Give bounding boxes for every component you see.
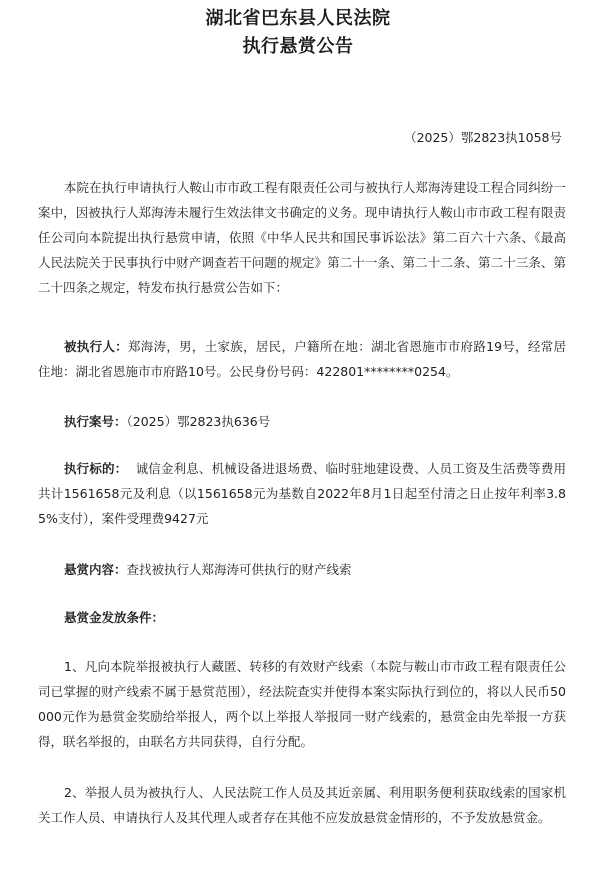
announcement-title: 执行悬赏公告 — [242, 36, 354, 57]
execution-target-paragraph — [38, 456, 566, 531]
execution-case-paragraph — [38, 409, 566, 434]
intro-paragraph: 本院在执行申请执行人鞍山市市政工程有限责任公司与被执行人郑海涛建设工程合同纠纷一案中，因被执行人郑海涛未履行生效法律文书确定的义务。现申请执行人鞍山市市政工程有限责任公司向本院提出执行悬赏申请，依照《中华人民共和国民事诉讼法》第二百六十六条、《最高人民法院关于民事执行中财产调查若干问题的规定》第二十一条、第二十二条、第二十三条、第二十四条之规定，特发布执行悬赏公告如下： — [38, 180, 566, 295]
condition-item: 1、凡向本院举报被执行人藏匿、转移的有效财产线索（本院与鞍山市市政工程有限责任公司已掌握的财产线索不属于悬赏范围），经法院查实并使得本案实际执行到位的，将以人民币50000元作为悬赏金奖励给举报人，两个以上举报人举报同一财产线索的，悬赏金由先举报一方获得，联名举报的，由联名方共同获得，自行分配。 — [38, 659, 566, 749]
execution-target-label: 执行标的： — [64, 461, 128, 476]
court-name: 湖北省巴东县人民法院 — [205, 8, 391, 29]
condition-item: 2、举报人员为被执行人、人民法院工作人员及其近亲属、利用职务便利获取线索的国家机关工作人员、申请执行人及其代理人或者存在其他不应发放悬赏金情形的，不予发放悬赏金。 — [38, 785, 566, 825]
execution-case-label: 执行案号： — [64, 414, 127, 429]
reward-conditions-heading — [38, 605, 566, 630]
reward-content-label: 悬赏内容： — [64, 562, 127, 577]
respondent-label: 被执行人： — [64, 339, 128, 354]
execution-target-text: 诚信金利息、机械设备进退场费、临时驻地建设费、人员工资及生活费等费用共计1561658元及利息（以1561658元为基数自2022年8月1日起至付清之日止按年利率3.85%支付），案件受理费9427元 — [38, 461, 566, 526]
reward-conditions-label: 悬赏金发放条件： — [64, 610, 165, 625]
execution-case-text: （2025）鄂2823执636号 — [126, 414, 271, 429]
reward-content-paragraph — [38, 557, 566, 582]
reward-content-text: 查找被执行人郑海涛可供执行的财产线索 — [126, 562, 352, 577]
respondent-text: 郑海涛，男，土家族，居民，户籍所在地：湖北省恩施市市府路19号，经常居住地：湖北省恩施市市府路10号。公民身份号码：422801********0254。 — [38, 339, 566, 379]
case-number: （2025）鄂2823执1058号 — [404, 130, 562, 145]
respondent-paragraph — [38, 334, 566, 384]
